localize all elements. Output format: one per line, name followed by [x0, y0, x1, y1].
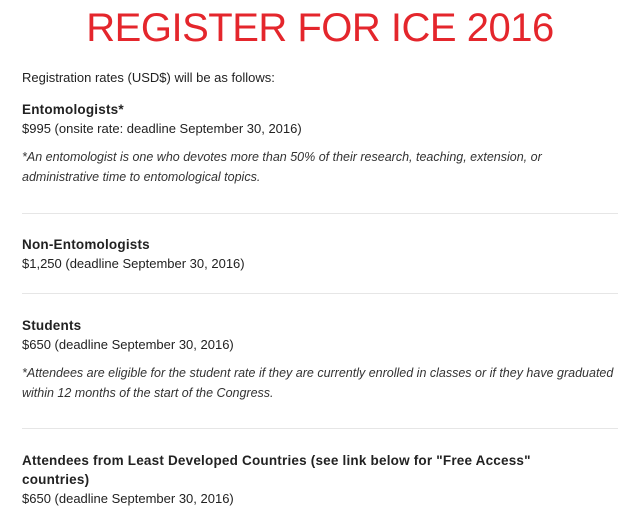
section-rate: $995 (onsite rate: deadline September 30, 2016)	[22, 121, 302, 136]
section-divider	[22, 293, 618, 294]
section-note: *An entomologist is one who devotes more than 50% of their research, teaching, extension, or administrative time to entomological topics.	[22, 150, 542, 184]
section-entomologists	[22, 100, 618, 187]
section-rate: $650 (deadline September 30, 2016)	[22, 491, 234, 506]
section-rate: $650 (deadline September 30, 2016)	[22, 337, 234, 352]
section-title: Students	[22, 318, 82, 333]
section-least-developed-countries	[22, 451, 618, 508]
section-students	[22, 316, 618, 403]
section-divider	[22, 428, 618, 429]
section-title: Attendees from Least Developed Countries (see link below for "Free Access" countries)	[22, 453, 531, 487]
section-divider	[22, 213, 618, 214]
section-title: Entomologists*	[22, 102, 124, 117]
page-title: REGISTER FOR ICE 2016	[86, 6, 554, 50]
section-title: Non-Entomologists	[22, 237, 150, 252]
rates-intro: Registration rates (USD$) will be as follows:	[22, 70, 275, 85]
section-non-entomologists	[22, 235, 618, 273]
section-rate: $1,250 (deadline September 30, 2016)	[22, 256, 245, 271]
section-note: *Attendees are eligible for the student rate if they are currently enrolled in classes or if they have graduated within 12 months of the start of the Congress.	[22, 366, 614, 400]
